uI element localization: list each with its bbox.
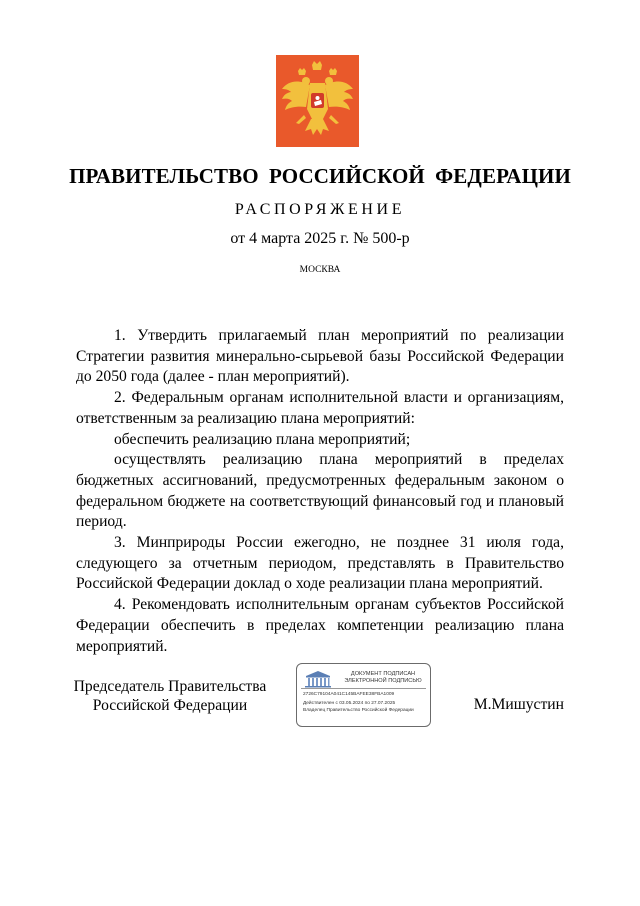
electronic-signature-stamp (296, 663, 431, 727)
paragraph-2-item-1: обеспечить реализацию плана мероприятий; (114, 430, 411, 448)
paragraph-1: 1. Утвердить прилагаемый план мероприятий по реализации Стратегии развития минерально-сырьевой базы Российской Федерации до 2050 года (далее - план мероприятий). (76, 327, 564, 386)
signer-position-line-2: Российской Федерации (92, 697, 248, 714)
russian-coat-of-arms-icon (276, 55, 359, 147)
signer-position (72, 677, 268, 715)
stamp-divider (301, 688, 426, 689)
paragraph-4: 4. Рекомендовать исполнительным органам субъектов Российской Федерации обеспечить в пределах компетенции реализацию плана мероприятий. (76, 596, 564, 655)
paragraph-2-item-2: осуществлять реализацию плана мероприятий в пределах бюджетных ассигнований, предусмотренных федеральным законом о федеральном бюджете на соответствующий финансовый год и плановый период. (76, 451, 564, 531)
paragraph-2: 2. Федеральным органам исполнительной власти и организациям, ответственным за реализацию плана мероприятий: (76, 389, 564, 427)
signer-name: М.Мишустин (473, 696, 564, 713)
document-body (76, 326, 564, 657)
document-city: МОСКВА (299, 265, 341, 275)
stamp-title (337, 671, 429, 685)
signer-position-line-1: Председатель Правительства (73, 678, 267, 695)
organization-title: ПРАВИТЕЛЬСТВО РОССИЙСКОЙ ФЕДЕРАЦИИ (69, 164, 571, 188)
stamp-owner: Владелец Правительство Российской Федерации (303, 708, 414, 713)
stamp-title-line-1: ДОКУМЕНТ ПОДПИСАН (350, 671, 416, 677)
stamp-validity: Действителен с 03.05.2024 по 27.07.2025 (303, 701, 396, 706)
stamp-certificate: 2726C79104A041C145BAFEE38FBA1009 (303, 692, 395, 697)
paragraph-3: 3. Минприроды России ежегодно, не позднее 31 июля года, следующего за отчетным периодом, представлять в Правительство Российской Федерации доклад о ходе реализации плана мероприятий. (76, 534, 564, 593)
government-building-icon (303, 669, 333, 689)
document-type: РАСПОРЯЖЕНИЕ (234, 201, 406, 218)
stamp-title-line-2: ЭЛЕКТРОННОЙ ПОДПИСЬЮ (344, 678, 422, 684)
document-date-number: от 4 марта 2025 г. № 500-р (230, 230, 410, 247)
